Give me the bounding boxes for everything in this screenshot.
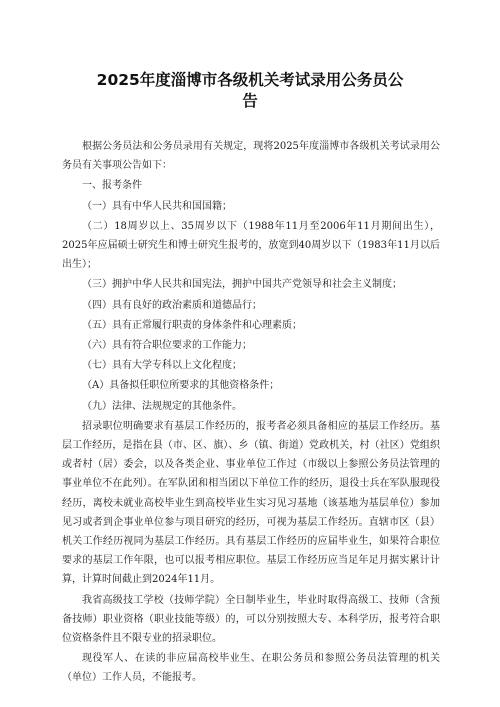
section-heading: 一、报考条件 — [82, 180, 142, 192]
condition-item: （三）拥护中华人民共和国宪法，拥护中国共产党领导和社会主义制度； — [82, 279, 402, 291]
condition-item: （五）具有正常履行职责的身体条件和心理素质； — [82, 319, 302, 331]
body-paragraph: 我省高级技工学校（技师学院）全日制毕业生，毕业时取得高级工、技师（含预备技师）职业资格（职业技能等级）的，可以分别按照大专、本科学历，报考符合职位资格条件且不限专业的招录职位。 — [62, 594, 440, 645]
condition-item: （二）18周岁以上、35周岁以下（1988年11月至2006年11月期间出生），2025年应届硕士研究生和博士研究生报考的，放宽到40周岁以下（1983年11月以后出生）； — [62, 220, 440, 271]
condition-item: （七）具有大学专科以上文化程度； — [82, 360, 242, 372]
condition-item: （九）法律、法规规定的其他条件。 — [82, 400, 242, 412]
condition-item: （六）具有符合职位要求的工作能力； — [82, 340, 252, 352]
intro-paragraph: 根据公务员法和公务员录用有关规定，现将2025年度淄博市各级机关考试录用公务员有关事项公告如下： — [62, 141, 440, 172]
body-paragraph: 招录职位明确要求有基层工作经历的，报考者必须具备相应的基层工作经历。基层工作经历，是指在县（市、区、旗）、乡（镇、街道）党政机关，村（社区）党组织或者村（居）委会，以及各类企业、事业单位工作过（市级以上参照公务员法管理的事业单位不在此列）。在军队团和相当团以下单位工作的经历，退役士兵在军队服现役经历，离校未就业高校毕业生到高校毕业生实习见习基地（该基地为基层单位）参加见习或者到企事业单位参与项目研究的经历，可视为基层工作经历。直辖市区（县）机关工作经历视同为基层工作经历。具有基层工作经历的应届毕业生，如果符合职位要求的基层工作年限，也可以报考相应职位。基层工作经历应当足年足月据实累计计算，计算时间截止到2024年11月。 — [62, 420, 440, 586]
body-paragraph: 现役军人、在读的非应届高校毕业生、在职公务员和参照公务员法管理的机关（单位）工作人员，不能报考。 — [62, 653, 440, 684]
document-title: 2025年度淄博市各级机关考试录用公务员公告 — [96, 71, 404, 110]
document-body — [62, 137, 440, 688]
condition-item: （一）具有中华人民共和国国籍； — [82, 200, 232, 212]
condition-item: （四）具有良好的政治素质和道德品行； — [82, 299, 262, 311]
condition-item: （A）具备拟任职位所要求的其他资格条件； — [82, 380, 280, 392]
